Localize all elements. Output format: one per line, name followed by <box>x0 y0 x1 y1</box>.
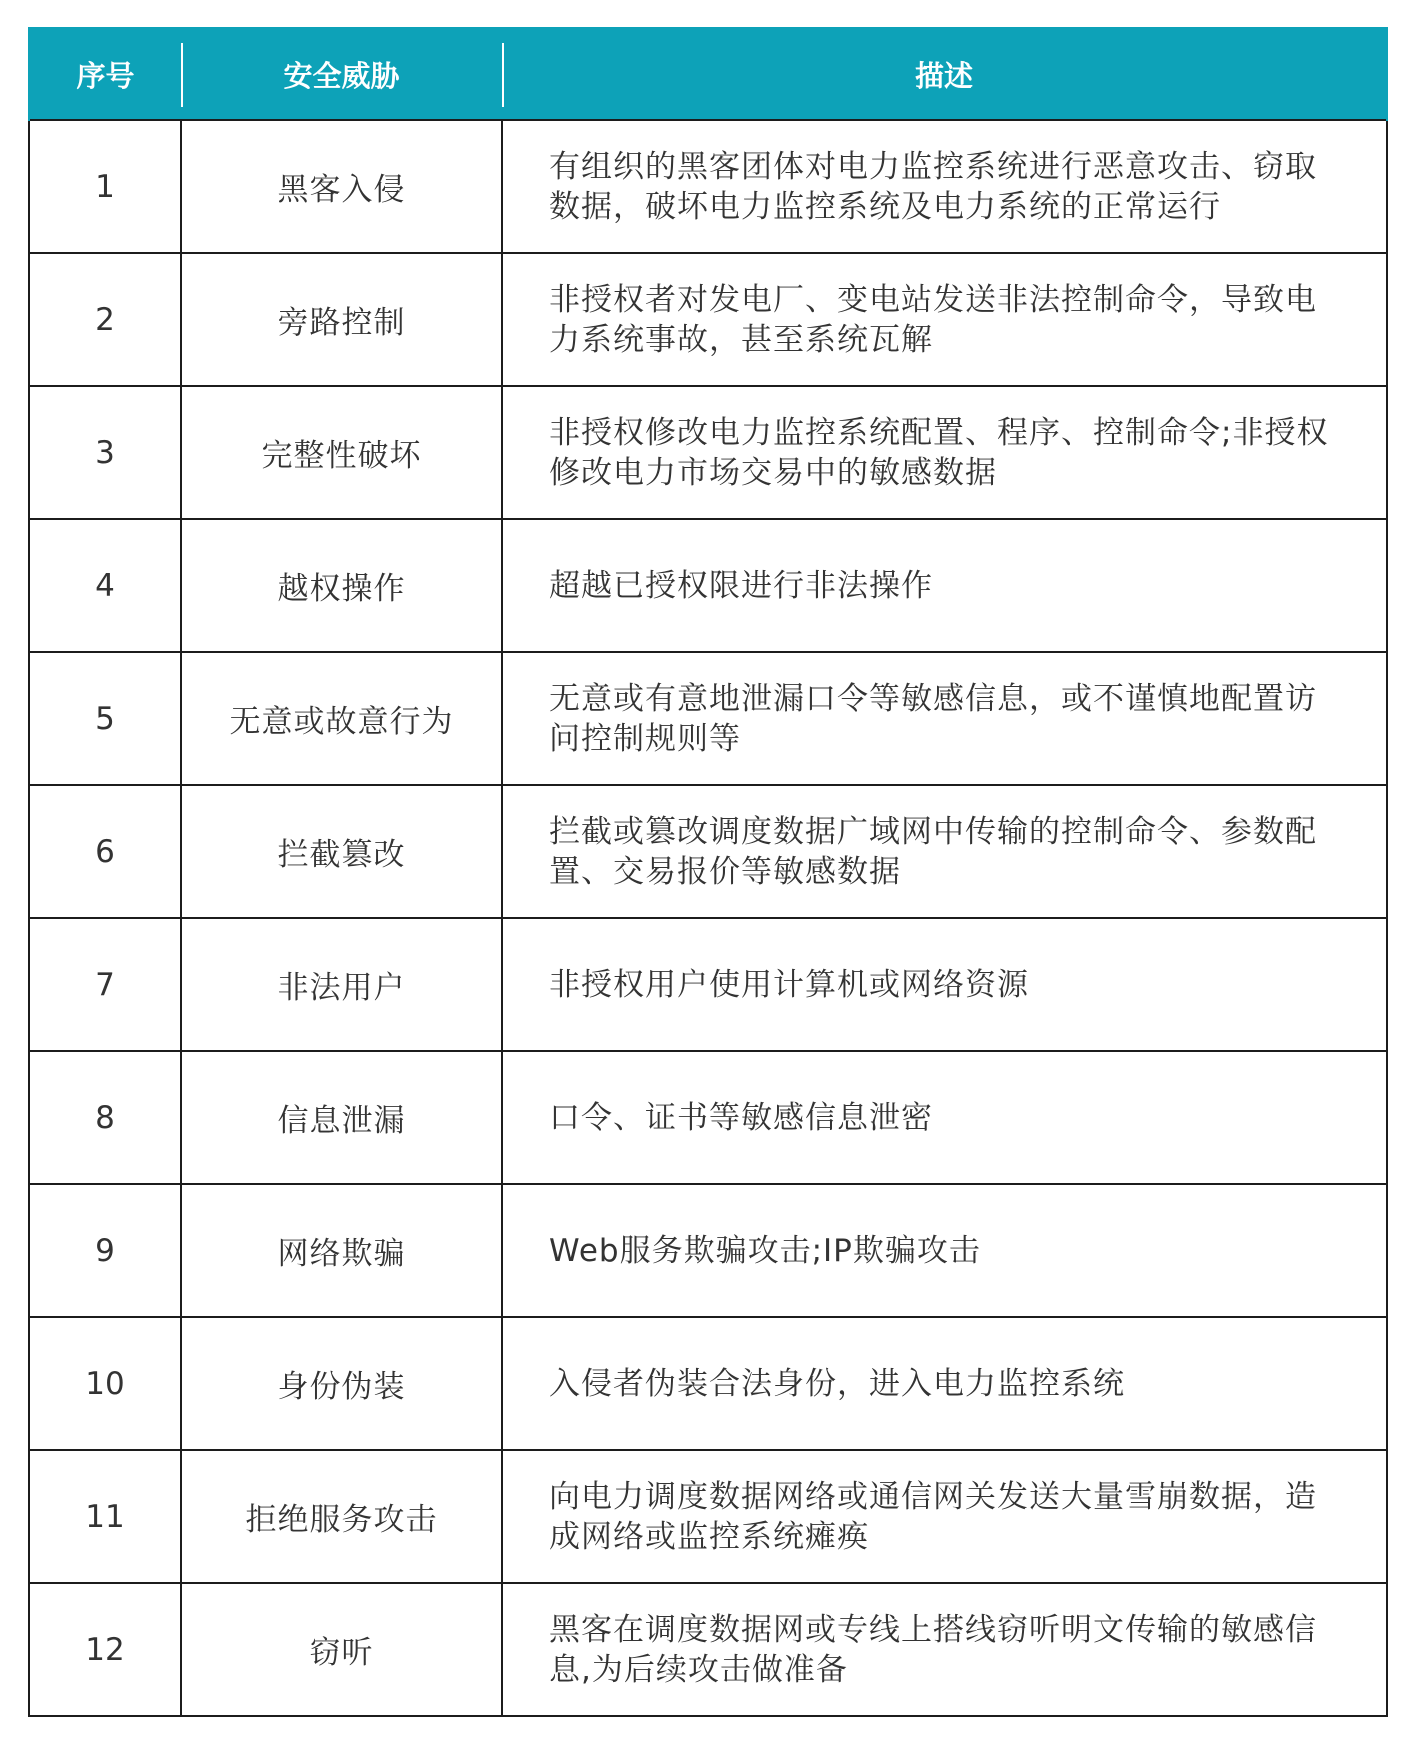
row-description: 黑客在调度数据网或专线上搭线窃听明文传输的敏感信息,为后续攻击做准备 <box>502 1583 1387 1716</box>
row-threat: 黑客入侵 <box>181 120 502 253</box>
table-row <box>29 1317 1387 1450</box>
row-threat: 越权操作 <box>181 519 502 652</box>
table-row <box>29 785 1387 918</box>
row-number: 7 <box>29 918 181 1051</box>
header-index: 序号 <box>29 28 181 120</box>
row-threat: 信息泄漏 <box>181 1051 502 1184</box>
row-description: 有组织的黑客团体对电力监控系统进行恶意攻击、窃取数据，破坏电力监控系统及电力系统的正常运行 <box>502 120 1387 253</box>
table-header <box>29 28 1387 120</box>
row-number: 2 <box>29 253 181 386</box>
row-number: 12 <box>29 1583 181 1716</box>
row-number: 5 <box>29 652 181 785</box>
row-threat: 网络欺骗 <box>181 1184 502 1317</box>
header-threat: 安全威胁 <box>181 28 502 120</box>
row-number: 8 <box>29 1051 181 1184</box>
row-threat: 身份伪装 <box>181 1317 502 1450</box>
row-description: 向电力调度数据网络或通信网关发送大量雪崩数据，造成网络或监控系统瘫痪 <box>502 1450 1387 1583</box>
row-description: 非授权者对发电厂、变电站发送非法控制命令，导致电力系统事故，甚至系统瓦解 <box>502 253 1387 386</box>
table-row <box>29 1583 1387 1716</box>
row-description: 入侵者伪装合法身份，进入电力监控系统 <box>502 1317 1387 1450</box>
row-threat: 拒绝服务攻击 <box>181 1450 502 1583</box>
row-description: 口令、证书等敏感信息泄密 <box>502 1051 1387 1184</box>
row-number: 1 <box>29 120 181 253</box>
table-body <box>29 120 1387 1716</box>
row-threat: 非法用户 <box>181 918 502 1051</box>
header-row <box>29 28 1387 120</box>
row-number: 9 <box>29 1184 181 1317</box>
table-row <box>29 253 1387 386</box>
row-number: 11 <box>29 1450 181 1583</box>
row-description: 超越已授权限进行非法操作 <box>502 519 1387 652</box>
row-description: 拦截或篡改调度数据广域网中传输的控制命令、参数配置、交易报价等敏感数据 <box>502 785 1387 918</box>
row-number: 6 <box>29 785 181 918</box>
row-description: Web服务欺骗攻击;IP欺骗攻击 <box>502 1184 1387 1317</box>
row-number: 10 <box>29 1317 181 1450</box>
table-row <box>29 1450 1387 1583</box>
table-row <box>29 918 1387 1051</box>
row-number: 4 <box>29 519 181 652</box>
row-threat: 窃听 <box>181 1583 502 1716</box>
row-description: 无意或有意地泄漏口令等敏感信息，或不谨慎地配置访问控制规则等 <box>502 652 1387 785</box>
security-threat-table <box>28 27 1388 1717</box>
row-threat: 完整性破坏 <box>181 386 502 519</box>
table-row <box>29 386 1387 519</box>
table-row <box>29 519 1387 652</box>
row-threat: 无意或故意行为 <box>181 652 502 785</box>
row-number: 3 <box>29 386 181 519</box>
row-description: 非授权修改电力监控系统配置、程序、控制命令;非授权修改电力市场交易中的敏感数据 <box>502 386 1387 519</box>
threat-table-container <box>28 27 1386 1717</box>
row-threat: 拦截篡改 <box>181 785 502 918</box>
table-row <box>29 1051 1387 1184</box>
table-row <box>29 652 1387 785</box>
table-row <box>29 1184 1387 1317</box>
row-description: 非授权用户使用计算机或网络资源 <box>502 918 1387 1051</box>
header-description: 描述 <box>502 28 1387 120</box>
row-threat: 旁路控制 <box>181 253 502 386</box>
table-row <box>29 120 1387 253</box>
